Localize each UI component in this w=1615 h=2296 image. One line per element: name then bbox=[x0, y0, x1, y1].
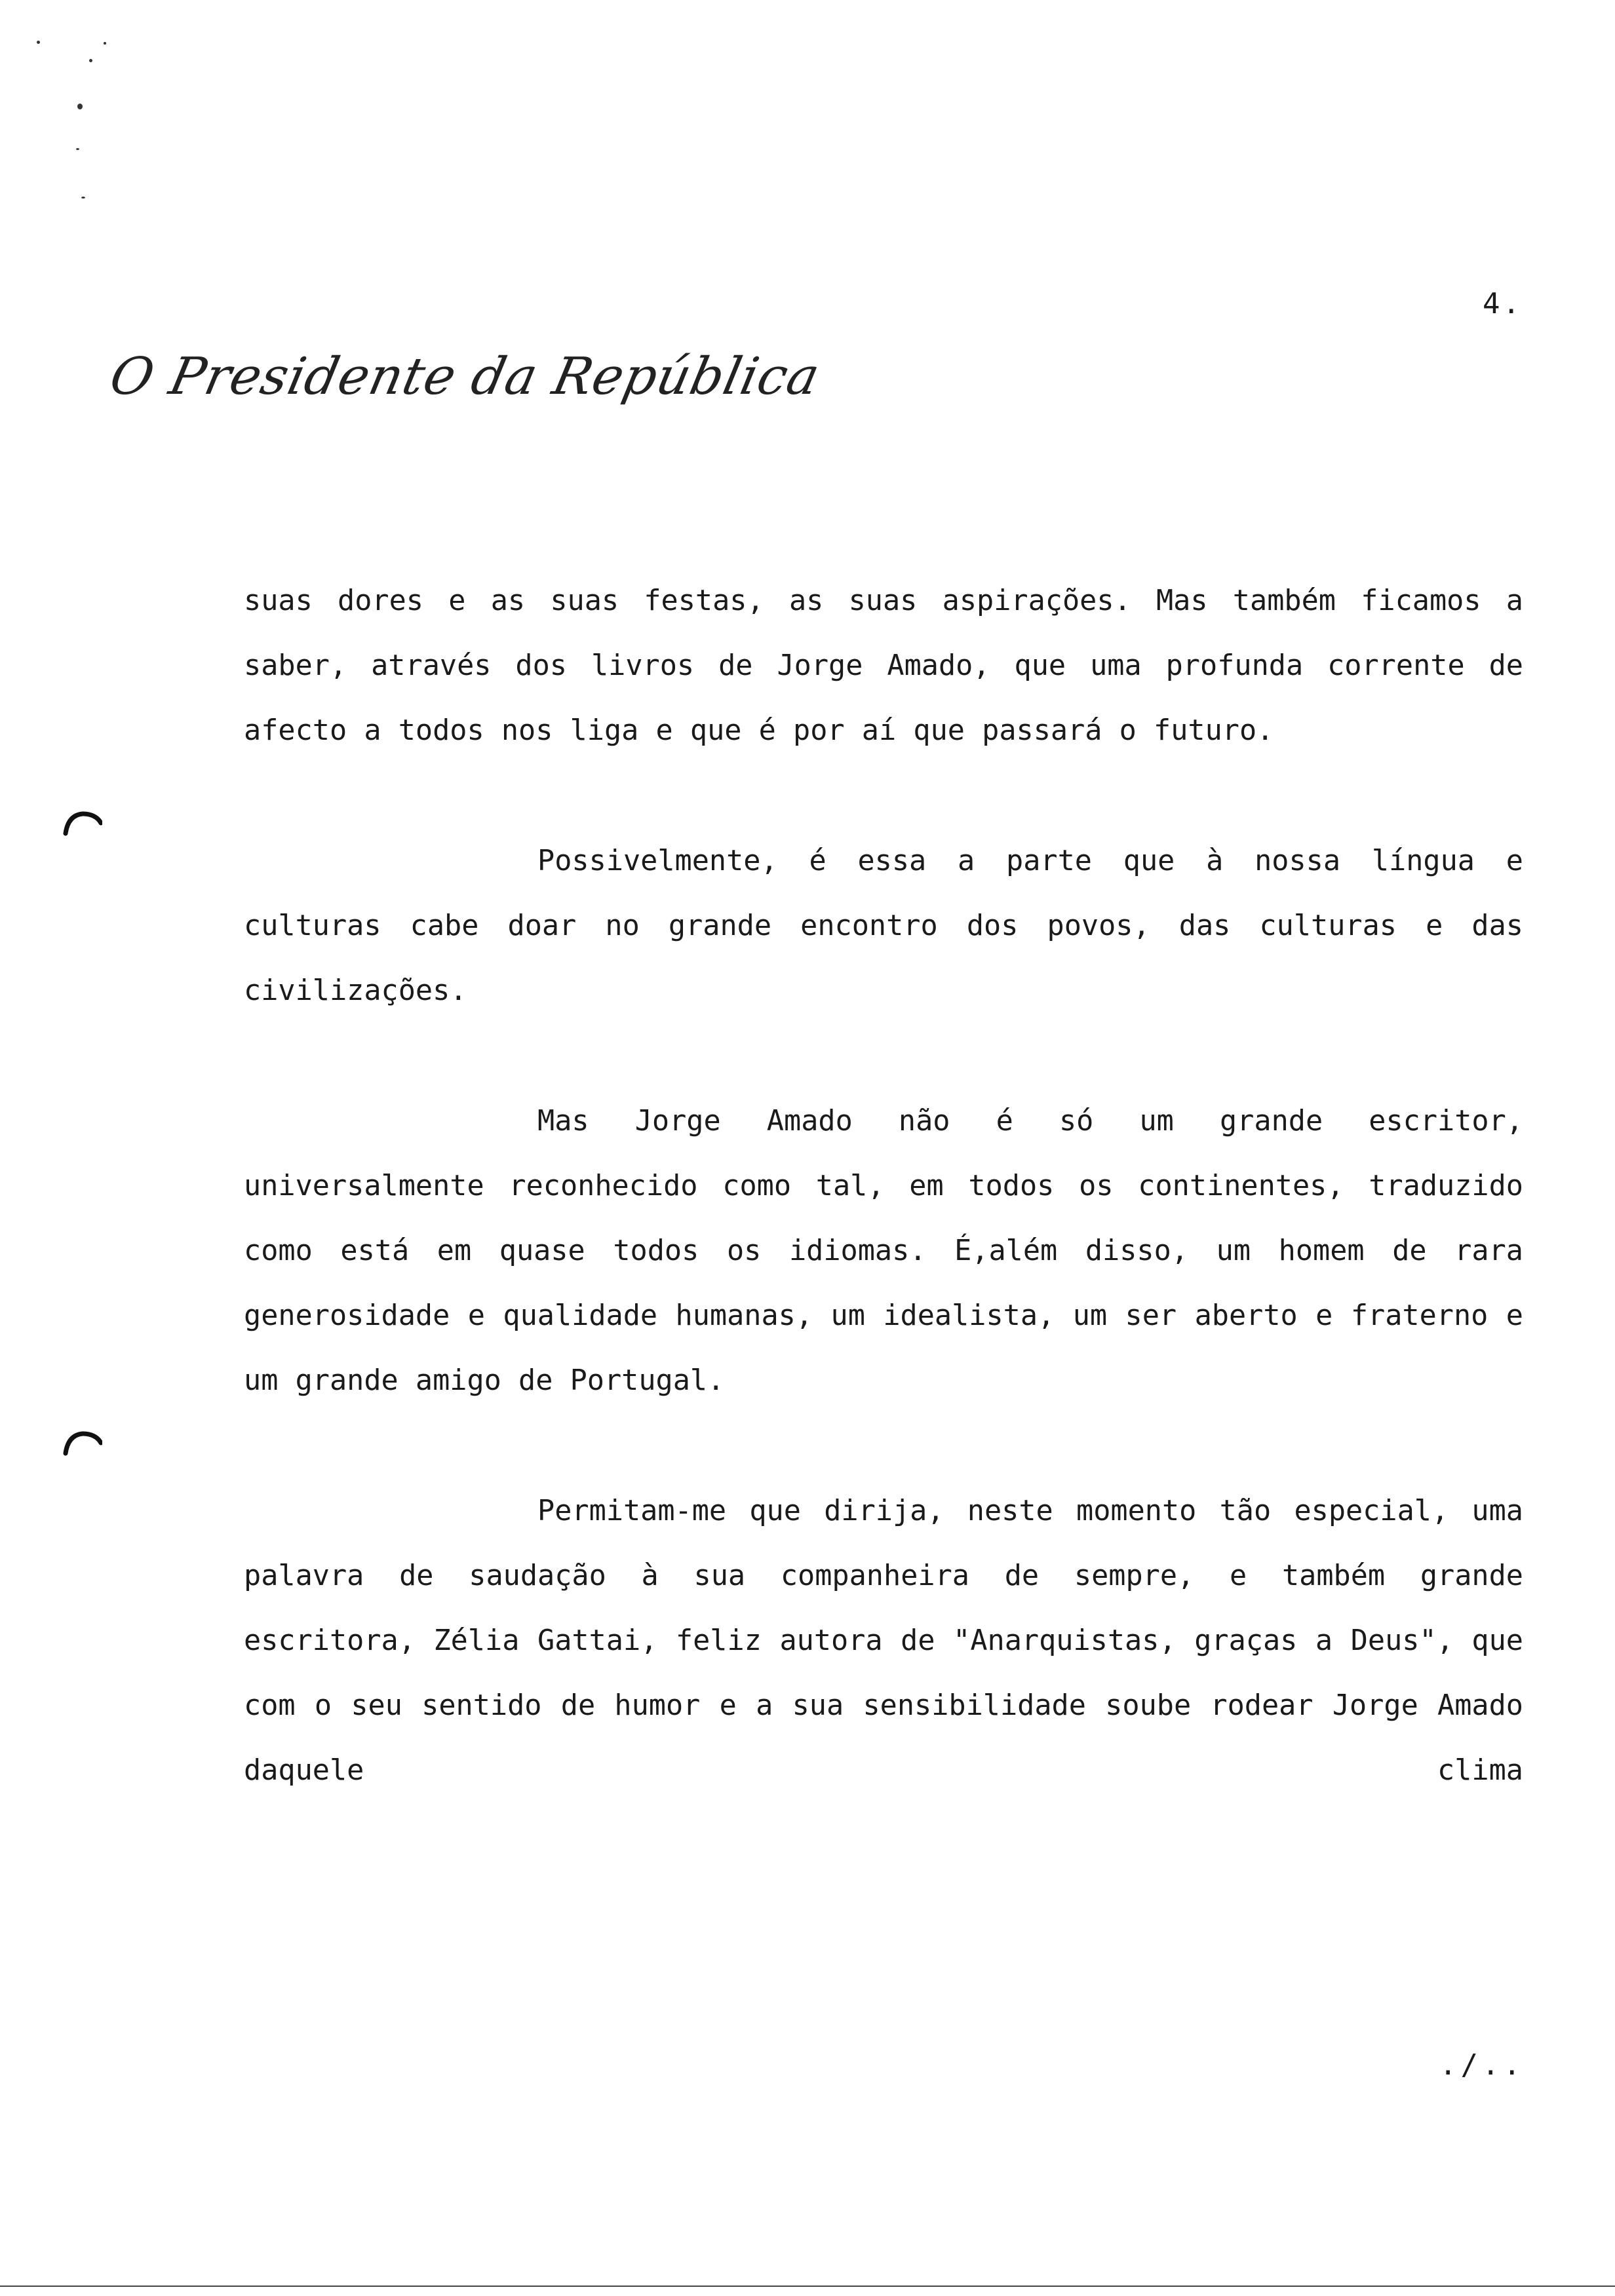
page-bottom-edge bbox=[0, 2286, 1615, 2287]
scan-speck bbox=[89, 59, 92, 62]
paragraph-1: suas dores e as suas festas, as suas aspirações. Mas também ficamos a saber, através dos livros de Jorge Amado, que uma profunda corrente de afecto a todos nos liga e que é por aí que passará o futuro. bbox=[244, 584, 1523, 747]
scan-speck bbox=[77, 104, 83, 109]
paragraph-4: Permitam-me que dirija, neste momento tão especial, uma palavra de saudação à sua companheira de sempre, e também grande escritora, Zélia Gattai, feliz autora de "Anarquistas, graças a Deus", que com o seu sentido de humor e a sua sensibilidade soube rodear Jorge Amado daquele clima bbox=[244, 1495, 1523, 1787]
punch-hole-mark bbox=[63, 810, 102, 836]
scan-speck bbox=[76, 148, 79, 150]
scan-speck bbox=[104, 42, 106, 45]
scan-speck bbox=[81, 197, 85, 199]
letterhead-signature: O Presidente da República bbox=[105, 347, 825, 406]
punch-hole-mark bbox=[63, 1430, 102, 1456]
paragraph-2: Possivelmente, é essa a parte que à nossa língua e culturas cabe doar no grande encontro dos povos, das culturas e das civilizações. bbox=[244, 845, 1523, 1007]
page-number: 4. bbox=[1483, 287, 1523, 320]
continuation-mark: ./.. bbox=[1439, 2048, 1525, 2082]
document-body bbox=[244, 569, 1523, 1803]
paragraph-3: Mas Jorge Amado não é só um grande escritor, universalmente reconhecido como tal, em todos os continentes, traduzido como está em quase todos os idiomas. É,além disso, um homem de rara generosidade e qualidade humanas, um idealista, um ser aberto e fraterno e um grande amigo de Portugal. bbox=[244, 1105, 1523, 1397]
scan-speck bbox=[37, 41, 40, 44]
